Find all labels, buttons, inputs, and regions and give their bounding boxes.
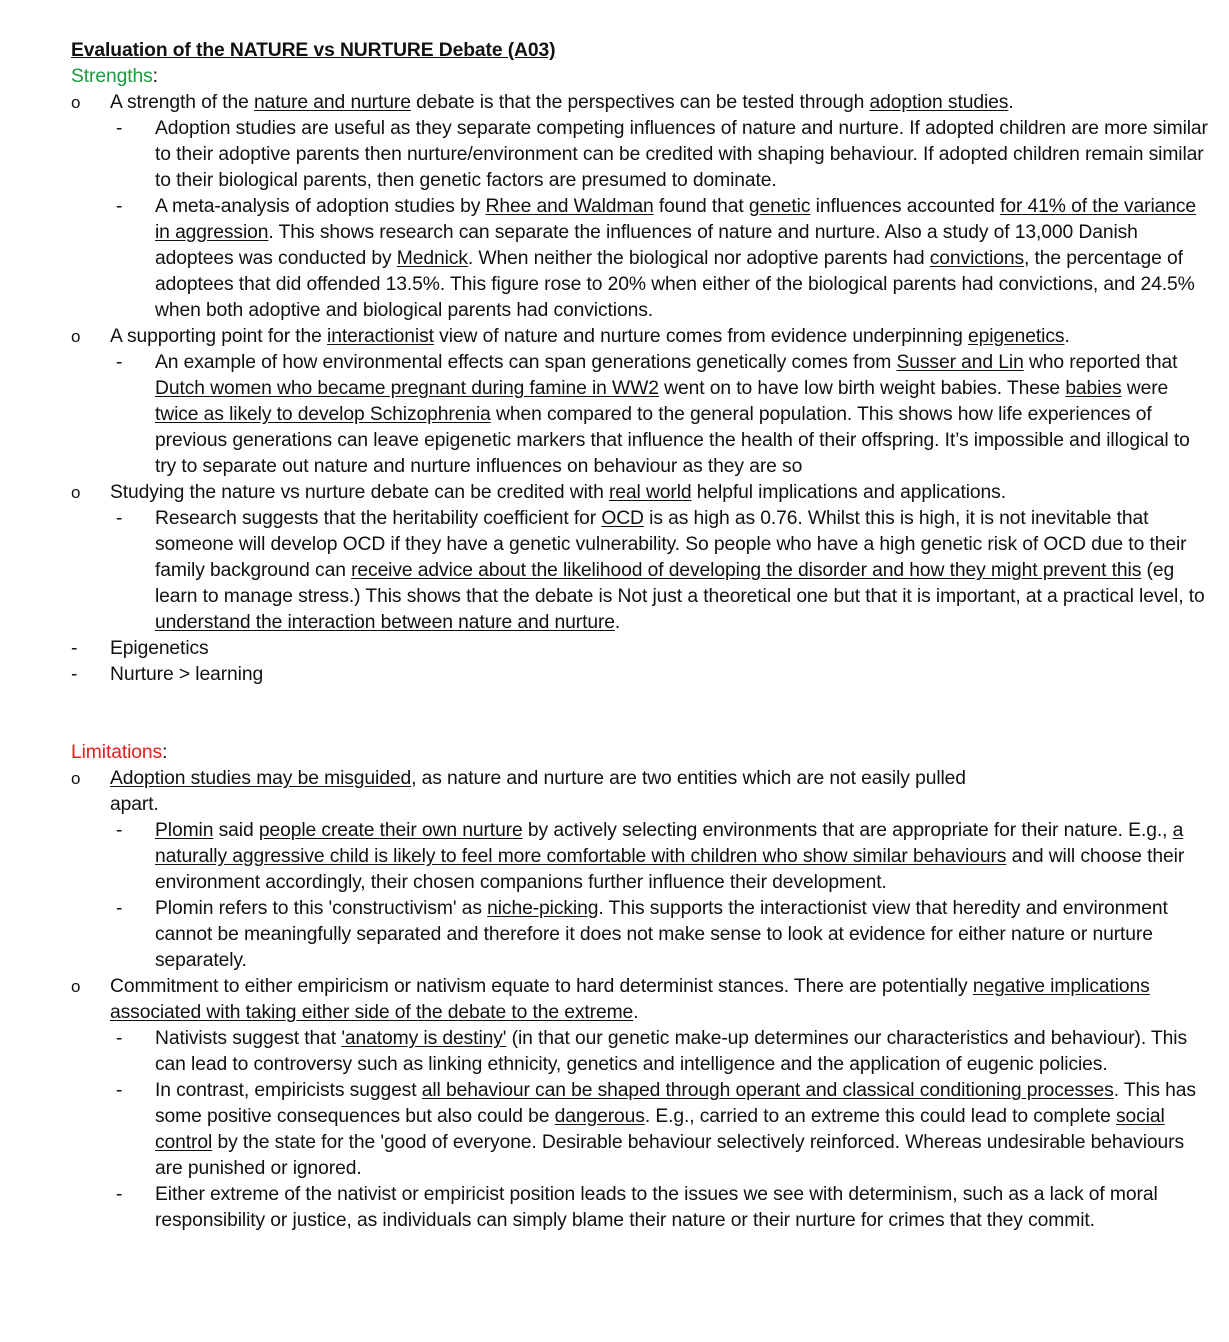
text-run: influences accounted — [810, 196, 1001, 217]
dash-bullet-icon: - — [116, 508, 123, 529]
limitations-heading-label: Limitations — [71, 742, 163, 763]
text-run: A supporting point for the — [110, 326, 328, 347]
text-run: . — [614, 612, 621, 633]
underlined-text: Dutch women who became pregnant during famine in WW2 — [155, 378, 659, 399]
strength-point — [71, 324, 1211, 350]
dash-bullet-icon: - — [116, 352, 123, 373]
circle-bullet-icon: o — [71, 327, 81, 346]
strengths-list — [71, 90, 1211, 636]
document-body — [71, 38, 1211, 1234]
underlined-text: all behaviour can be shaped through operant and classical conditioning processes — [421, 1080, 1114, 1101]
text-run: An example of how environmental effects can span generations genetically comes from — [155, 352, 897, 373]
limitation-subpoint-text — [155, 1080, 1196, 1179]
text-run: A meta-analysis of adoption studies by — [155, 196, 486, 217]
strength-note-text: Nurture > learning — [110, 664, 264, 685]
dash-bullet-icon: - — [71, 664, 78, 685]
dash-bullet-icon: - — [116, 1080, 123, 1101]
strengths-heading — [71, 64, 1211, 90]
text-run: . — [1008, 92, 1014, 113]
underlined-text: for 41% of the variance in aggression — [155, 196, 1197, 243]
limitation-point-text — [110, 768, 966, 815]
underlined-text: Plomin — [155, 820, 214, 841]
text-run: Adoption studies are useful as they separate competing influences of nature and nurture. If adopted children are more similar to their adoptive parents then nurture/environment can be credited with shaping behaviour. If adopted children remain similar to their biological parents, then genetic factors are presumed to dominate. — [155, 118, 1208, 191]
strength-subpoint — [71, 116, 1211, 194]
dash-bullet-icon: - — [71, 638, 78, 659]
text-run: Plomin refers to this 'constructivism' as — [155, 898, 488, 919]
underlined-text: Rhee and Waldman — [485, 196, 654, 217]
strength-subpoint-text — [155, 196, 1196, 321]
strength-point-text — [110, 326, 1070, 347]
dash-bullet-icon: - — [116, 118, 123, 139]
text-run: . This supports the interactionist view that heredity and environment cannot be meaningfully separated and therefore it does not make sense to look at evidence for either nature or nurture separately. — [155, 898, 1168, 971]
text-run: who reported that — [1023, 352, 1178, 373]
strength-point-text — [110, 482, 1006, 503]
underlined-text: interactionist — [327, 326, 434, 347]
strength-subpoint — [71, 350, 1211, 480]
limitation-subpoint — [71, 896, 1211, 974]
underlined-text: convictions — [929, 248, 1025, 269]
strength-subpoint-text — [155, 118, 1208, 191]
circle-bullet-icon: o — [71, 483, 81, 502]
text-run: helpful implications and applications. — [691, 482, 1006, 503]
underlined-text: real world — [608, 482, 692, 503]
strength-subpoint — [71, 506, 1211, 636]
dash-bullet-icon: - — [116, 820, 123, 841]
underlined-text: receive advice about the likelihood of developing the disorder and how they might prevent this — [351, 560, 1142, 581]
text-run: , as nature and nurture are two entities which are not easily pulled — [411, 768, 966, 789]
limitations-list — [71, 766, 1211, 1234]
text-run: and will choose their environment accordingly, their chosen companions further influence their development. — [155, 846, 1185, 893]
limitation-subpoint — [71, 1026, 1211, 1078]
strength-point — [71, 480, 1211, 506]
limitation-subpoint — [71, 1182, 1211, 1234]
text-run: when compared to the general population. This shows how life experiences of previous generations can leave epigenetic markers that influence the health of their offspring. It’s impossible and illogical to try to separate out nature and nurture influences on behaviour as they are so — [155, 404, 1190, 477]
underlined-text: niche-picking — [487, 898, 599, 919]
limitation-subpoint-text — [155, 820, 1184, 893]
underlined-text: nature and nurture — [253, 92, 411, 113]
text-run: went on to have low birth weight babies. These — [658, 378, 1066, 399]
text-run: by actively selecting environments that are appropriate for their nature. E.g., — [522, 820, 1173, 841]
text-run: (in that our genetic make-up determines our characteristics and behaviour). This can lead to controversy such as linking ethnicity, genetics and intelligence and the application of eugenic policies. — [155, 1028, 1188, 1075]
circle-bullet-icon: o — [71, 769, 81, 788]
underlined-text: negative implications associated with taking either side of the debate to the extreme — [110, 976, 1150, 1023]
limitations-heading — [71, 740, 1211, 766]
text-run: . — [1064, 326, 1070, 347]
strength-note-text: Epigenetics — [110, 638, 209, 659]
text-run: found that — [653, 196, 749, 217]
text-run: is as high as 0.76. Whilst this is high, it is not inevitable that someone will develop OCD if they have a genetic vulnerability. So people who have a high genetic risk of OCD due to their family background can — [155, 508, 1187, 581]
limitation-subpoint-text — [155, 1184, 1158, 1231]
underlined-text: twice as likely to develop Schizophrenia — [155, 404, 491, 425]
text-run: Research suggests that the heritability coefficient for — [155, 508, 602, 529]
dash-bullet-icon: - — [116, 1028, 123, 1049]
text-run: (eg learn to manage stress.) This shows that the debate is Not just a theoretical one but that it is important, at a practical level, to — [155, 560, 1205, 607]
strength-point-text — [110, 92, 1014, 113]
text-run: said — [213, 820, 259, 841]
strengths-heading-colon: : — [152, 66, 158, 87]
underlined-text: babies — [1065, 378, 1122, 399]
strength-point — [71, 90, 1211, 116]
limitation-subpoint — [71, 818, 1211, 896]
text-run: . — [633, 1002, 639, 1023]
underlined-text: a naturally aggressive child is likely to feel more comfortable with children who show similar behaviours — [155, 820, 1184, 867]
strength-note-item — [71, 636, 1211, 662]
underlined-text: OCD — [601, 508, 644, 529]
limitation-subpoint-text — [155, 1028, 1187, 1075]
underlined-text: Mednick — [396, 248, 468, 269]
text-run: Nativists suggest that — [155, 1028, 342, 1049]
text-run: . This shows research can separate the influences of nature and nurture. Also a study of 13,000 Danish adoptees was conducted by — [155, 222, 1138, 269]
underlined-text: genetic — [748, 196, 811, 217]
circle-bullet-icon: o — [71, 977, 81, 996]
text-run: debate is that the perspectives can be tested through — [410, 92, 870, 113]
text-run: In contrast, empiricists suggest — [155, 1080, 422, 1101]
limitation-point-text — [110, 976, 1150, 1023]
dash-bullet-icon: - — [116, 898, 123, 919]
text-run: . This has some positive consequences but also could be — [155, 1080, 1196, 1127]
strengths-dash-list — [71, 636, 1211, 688]
text-run: were — [1121, 378, 1169, 399]
limitation-point — [71, 974, 1211, 1026]
limitations-heading-colon: : — [162, 742, 168, 763]
text-run: by the state for the 'good of everyone. Desirable behaviour selectively reinforced. Whereas undesirable behaviours are punished or ignored. — [155, 1132, 1184, 1179]
underlined-text: people create their own nurture — [258, 820, 523, 841]
dash-bullet-icon: - — [116, 196, 123, 217]
limitation-subpoint — [71, 1078, 1211, 1182]
underlined-text: Susser and Lin — [896, 352, 1024, 373]
strength-subpoint-text — [155, 352, 1190, 477]
underlined-text: understand the interaction between nature and nurture — [155, 612, 615, 633]
section-gap — [71, 688, 1211, 740]
strength-subpoint — [71, 194, 1211, 324]
strength-subpoint-text — [155, 508, 1205, 633]
underlined-text: dangerous — [554, 1106, 645, 1127]
text-run: Commitment to either empiricism or nativism equate to hard determinist stances. There are potentially — [110, 976, 973, 997]
strength-note-item — [71, 662, 1211, 688]
underlined-text: social control — [155, 1106, 1165, 1153]
document-title: Evaluation of the NATURE vs NURTURE Debate (A03) — [71, 40, 556, 61]
circle-bullet-icon: o — [71, 93, 81, 112]
limitation-subpoint-text — [155, 898, 1168, 971]
text-run: . E.g., carried to an extreme this could lead to complete — [644, 1106, 1116, 1127]
underlined-text: Adoption studies may be misguided — [110, 768, 412, 789]
text-run: Studying the nature vs nurture debate can be credited with — [110, 482, 609, 503]
strengths-heading-label: Strengths — [71, 66, 153, 87]
text-run: apart. — [110, 794, 159, 815]
text-run: A strength of the — [110, 92, 254, 113]
underlined-text: adoption studies — [869, 92, 1009, 113]
underlined-text: 'anatomy is destiny' — [341, 1028, 507, 1049]
underlined-text: epigenetics — [967, 326, 1065, 347]
text-run: , the percentage of adoptees that did offended 13.5%. This figure rose to 20% when either of the biological parents had convictions, and 24.5% when both adoptive and biological parents had convictions. — [155, 248, 1195, 321]
limitation-point — [71, 766, 1211, 818]
text-run: view of nature and nurture comes from evidence underpinning — [433, 326, 968, 347]
text-run: Either extreme of the nativist or empiricist position leads to the issues we see with determinism, such as a lack of moral responsibility or justice, as individuals can simply blame their nature or their nurture for crimes that they commit. — [155, 1184, 1158, 1231]
text-run: . When neither the biological nor adoptive parents had — [467, 248, 930, 269]
dash-bullet-icon: - — [116, 1184, 123, 1205]
